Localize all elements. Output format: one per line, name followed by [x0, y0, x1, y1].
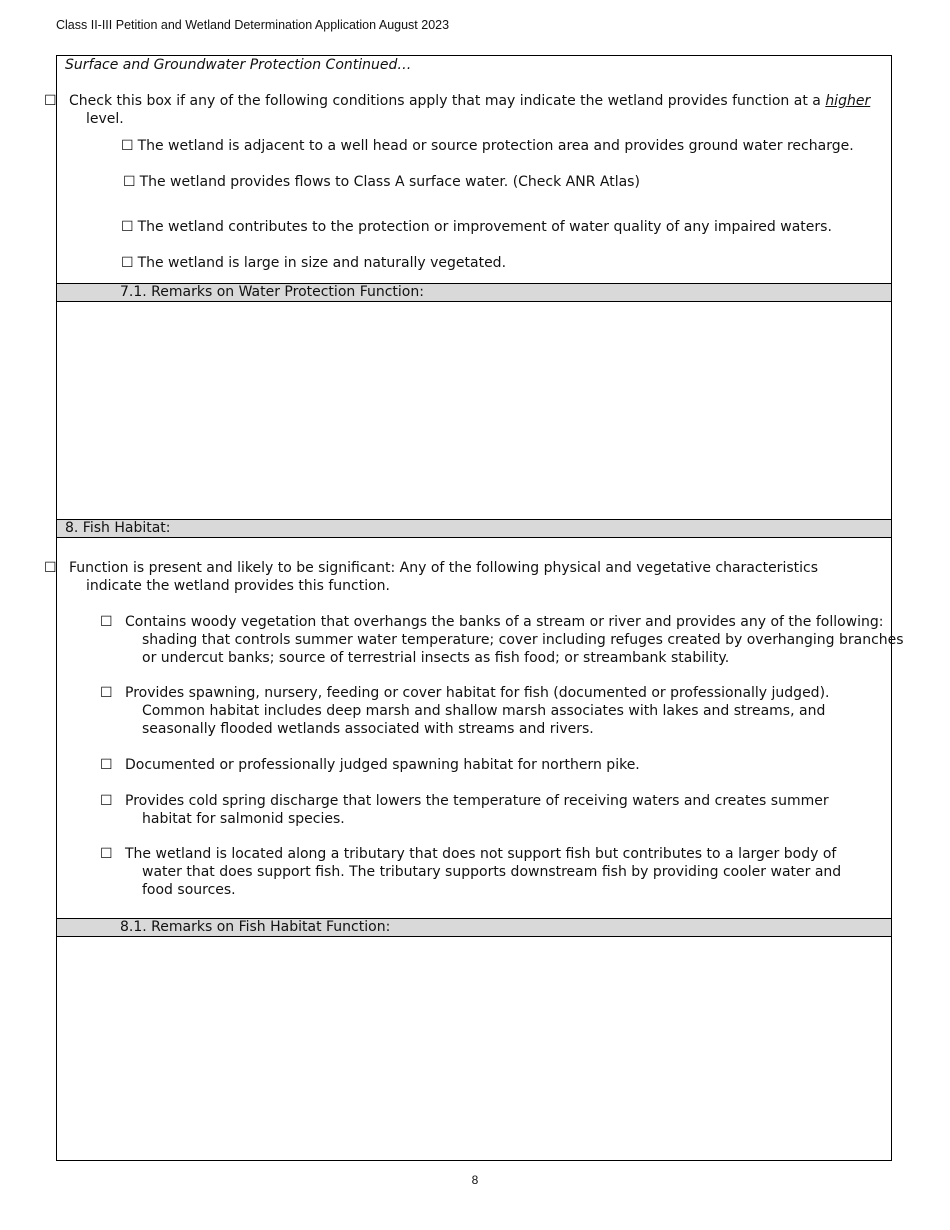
- fish-habitat-header: [57, 519, 891, 538]
- fish-item-2[interactable]: ☐ Provides spawning, nursery, feeding or cover habitat for fish (documented or professionally judged). Common habitat includes deep marsh and shallow marsh associates with lakes and streams, and seasonally flooded wetlands associated with streams and rivers.: [100, 685, 830, 737]
- fish-item-text: Documented or professionally judged spawning habitat for northern pike.: [125, 757, 640, 773]
- fish-item-4[interactable]: ☐ Provides cold spring discharge that lowers the temperature of receiving waters and creates summer habitat for salmonid species.: [100, 793, 829, 827]
- fish-item-text: The wetland is located along a tributary that does not support fish but contributes to a larger body of water that does support fish. The tributary supports downstream fish by providing cooler water and food sources.: [125, 846, 842, 898]
- surface-item-text: The wetland is large in size and naturally vegetated.: [137, 255, 507, 271]
- remarks-water-field[interactable]: [57, 302, 891, 519]
- section-subtitle: Surface and Groundwater Protection Continued…: [65, 57, 412, 73]
- page-number: 8: [471, 1173, 479, 1187]
- surface-item-1[interactable]: [121, 137, 881, 155]
- remarks-fish-header: [57, 918, 891, 937]
- surface-item-text: The wetland contributes to the protection or improvement of water quality of any impaired waters.: [137, 219, 832, 235]
- fish-item-text: Provides cold spring discharge that lowers the temperature of receiving waters and creates summer habitat for salmonid species.: [125, 793, 829, 827]
- remarks-fish-label: 8.1. Remarks on Fish Habitat Function:: [120, 919, 391, 935]
- checkbox-icon[interactable]: ☐: [121, 255, 134, 271]
- surface-item-3[interactable]: [121, 218, 881, 236]
- fish-main-check[interactable]: ☐ Function is present and likely to be significant: Any of the following physical and vegetative characteristics indicate the wetland provides this function.: [44, 560, 818, 594]
- main-check-emphasis: higher: [825, 93, 871, 109]
- checkbox-icon[interactable]: ☐: [121, 219, 134, 235]
- fish-habitat-heading: 8. Fish Habitat:: [65, 520, 171, 536]
- surface-item-text: The wetland is adjacent to a well head or source protection area and provides ground water recharge.: [137, 138, 854, 154]
- surface-item-4[interactable]: [121, 254, 881, 272]
- main-check-text-end: level.: [86, 111, 124, 127]
- main-check-text: Check this box if any of the following conditions apply that may indicate the wetland provides function at a: [69, 93, 826, 109]
- remarks-water-label: 7.1. Remarks on Water Protection Function:: [120, 284, 424, 300]
- fish-item-text: Contains woody vegetation that overhangs the banks of a stream or river and provides any of the following: shading that controls summer water temperature; cover including refuges created by overhanging branches or undercut banks; source of terrestrial insects as fish food; or streambank stability.: [125, 614, 904, 666]
- surface-item-text: The wetland provides flows to Class A surface water. (Check ANR Atlas): [139, 174, 640, 190]
- remarks-fish-field[interactable]: [57, 937, 891, 1159]
- remarks-water-header: [57, 283, 891, 302]
- checkbox-icon[interactable]: ☐: [121, 138, 134, 154]
- fish-item-1[interactable]: ☐ Contains woody vegetation that overhangs the banks of a stream or river and provides any of the following: shading that controls summer water temperature; cover including refuges created by overhanging branches or undercut banks; source of terrestrial insects as fish food; or streambank stability.: [100, 614, 904, 666]
- surface-main-check[interactable]: ☐ Check this box if any of the following conditions apply that may indicate the wetland provides function at a higher level.: [44, 93, 871, 127]
- fish-item-5[interactable]: ☐ The wetland is located along a tributary that does not support fish but contributes to a larger body of water that does support fish. The tributary supports downstream fish by providing cooler water and food sources.: [100, 846, 842, 898]
- fish-main-check-text: Function is present and likely to be significant: Any of the following physical and vegetative characteristics indicate the wetland provides this function.: [69, 560, 818, 594]
- wetland-form: [44, 55, 904, 1161]
- fish-item-3[interactable]: ☐ Documented or professionally judged spawning habitat for northern pike.: [100, 757, 640, 773]
- checkbox-icon[interactable]: ☐: [123, 174, 136, 190]
- document-header: Class II-III Petition and Wetland Determination Application August 2023: [56, 18, 450, 32]
- surface-item-2[interactable]: [123, 173, 883, 191]
- fish-item-text: Provides spawning, nursery, feeding or cover habitat for fish (documented or professionally judged). Common habitat includes deep marsh and shallow marsh associates with lakes and streams, and seasonally flooded wetlands associated with streams and rivers.: [125, 685, 830, 737]
